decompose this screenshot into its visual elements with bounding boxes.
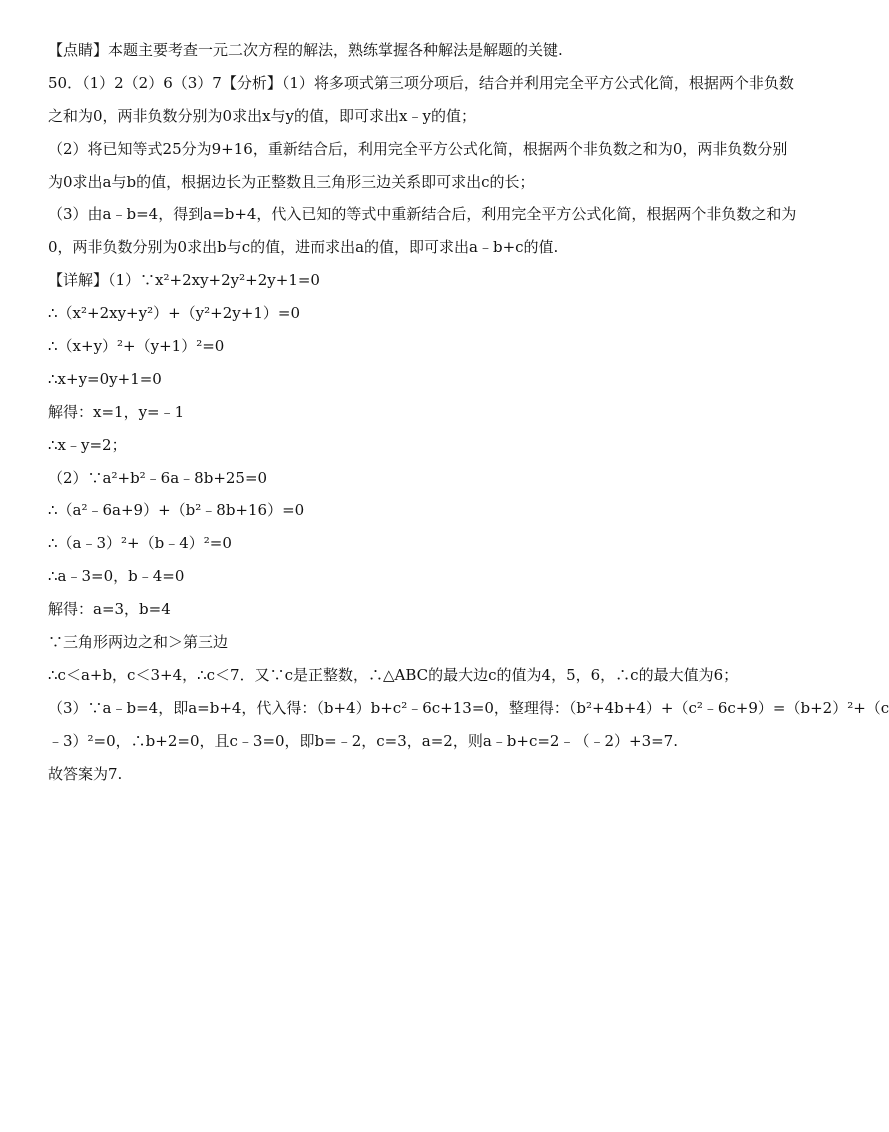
text-line: 0，两非负数分别为0求出b与c的值，进而求出a的值，即可求出a﹣b+c的值. xyxy=(48,238,559,257)
text-line: （2）将已知等式25分为9+16，重新结合后，利用完全平方公式化简，根据两个非负数之和为0，两非负数分别 xyxy=(48,139,788,158)
text-line: 【详解】（1）∵x²+2xy+2y²+2y+1=0 xyxy=(48,271,320,290)
text-line: （3）由a﹣b=4，得到a=b+4，代入已知的等式中重新结合后，利用完全平方公式化简，根据两个非负数之和为 xyxy=(48,205,797,224)
text-line: 为0求出a与b的值，根据边长为正整数且三角形三边关系即可求出c的长； xyxy=(48,172,535,191)
text-line: 【点睛】本题主要考查一元二次方程的解法，熟练掌握各种解法是解题的关键. xyxy=(48,41,563,59)
text-line: ﹣3）²=0，∴b+2=0，且c﹣3=0，即b=﹣2，c=3，a=2，则a﹣b+c=2﹣（﹣2）+3=7. xyxy=(48,731,678,750)
text-line: 之和为0，两非负数分别为0求出x与y的值，即可求出x﹣y的值； xyxy=(48,106,476,125)
text-line: 50．（1）2（2）6（3）7【分析】（1）将多项式第三项分项后，结合并利用完全平方公式化简，根据两个非负数 xyxy=(48,73,794,92)
text-line: ∴（x²+2xy+y²）+（y²+2y+1）=0 xyxy=(48,304,300,323)
text-line: ∵三角形两边之和＞第三边 xyxy=(48,633,229,652)
text-line: 解得：x=1，y=﹣1 xyxy=(48,402,185,421)
text-line: ∴x﹣y=2； xyxy=(48,435,127,454)
text-line: 解得：a=3，b=4 xyxy=(48,600,171,619)
text-line: （3）∵a﹣b=4，即a=b+4，代入得：（b+4）b+c²﹣6c+13=0，整理得：（b²+4b+4）+（c²﹣6c+9）=（b+2）²+（c xyxy=(48,698,889,717)
text-line: ∴（x+y）²+（y+1）²=0 xyxy=(48,337,225,356)
text-line: ∴a﹣3=0，b﹣4=0 xyxy=(48,567,185,586)
text-line: ∴c＜a+b，c＜3+4，∴c＜7．又∵c是正整数，∴△ABC的最大边c的值为4，5，6，∴c的最大值为6； xyxy=(48,665,739,684)
solution-text xyxy=(48,40,889,796)
text-line: 故答案为7. xyxy=(48,764,123,783)
text-line: ∴x+y=0y+1=0 xyxy=(48,369,162,388)
text-line: ∴（a﹣3）²+（b﹣4）²=0 xyxy=(48,534,232,553)
text-line: （2）∵a²+b²﹣6a﹣8b+25=0 xyxy=(48,468,268,487)
text-line: ∴（a²﹣6a+9）+（b²﹣8b+16）=0 xyxy=(48,501,305,520)
